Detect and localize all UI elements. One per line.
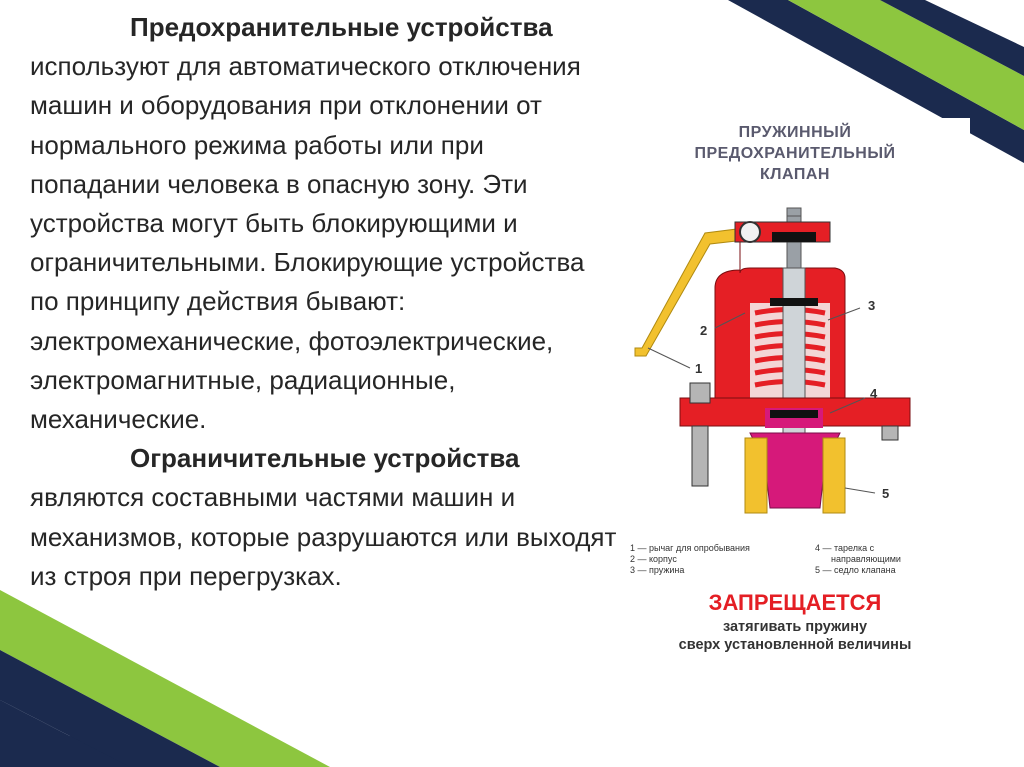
callout-3: 3 [868, 298, 876, 313]
legend-left [630, 543, 800, 576]
callout-2: 2 [700, 323, 708, 338]
legend-item-1: 1 — рычаг для опробывания [630, 543, 750, 553]
main-text [30, 8, 620, 596]
legend-item-5: 5 — седло клапана [815, 565, 896, 575]
callout-4: 4 [870, 386, 878, 401]
warning-line-1: затягивать пружину [722, 619, 868, 635]
legend-item-2: 2 — корпус [630, 554, 677, 564]
warning-title: ЗАПРЕЩАЕТСЯ [708, 590, 882, 615]
legend-item-4: 4 — тарелка с [815, 543, 875, 553]
poster-title-line-3: КЛАПАН [760, 166, 830, 183]
bolt-right [882, 426, 898, 440]
inlet-pipe-right [823, 438, 845, 513]
term-limiting-devices: Ограничительные устройства [130, 443, 520, 474]
poster-title-line-2: ПРЕДОХРАНИТЕЛЬНЫЙ [694, 145, 896, 162]
lever-pivot [740, 222, 760, 242]
poster-title [620, 122, 970, 185]
valve-poster [620, 118, 970, 670]
paragraph-1 [30, 8, 620, 439]
term-safety-devices: Предохранительные устройства [130, 12, 553, 42]
callout-1: 1 [695, 361, 703, 376]
poster-title-line-1: ПРУЖИННЫЙ [738, 124, 852, 141]
paragraph-2 [30, 439, 620, 596]
legend-item-3: 3 — пружина [630, 565, 685, 575]
legend-right [815, 543, 985, 576]
paragraph-1-text: используют для автоматического отключения машин и оборудования при отклонении от нормального режима работы или при попадании человека в опасную зону. Эти устройства могут быть блокирующими и ограничительными. Блокирующие устройства по принципу действия бывают: электромеханические, фотоэлектрические, электромагнитные, радиационные, механические. [30, 51, 585, 435]
paragraph-2-text: являются составными частями машин и механизмов, которые разрушаются или выходят из строя при перегрузках. [30, 482, 617, 591]
legend-item-4-cont: направляющими [831, 554, 901, 564]
warning-text [620, 618, 970, 654]
valve-diagram [620, 198, 970, 538]
callout-5: 5 [882, 486, 890, 501]
warning-line-2: сверх установленной величины [678, 637, 912, 653]
inlet-pipe-left [745, 438, 767, 513]
bolt-left [690, 383, 710, 403]
